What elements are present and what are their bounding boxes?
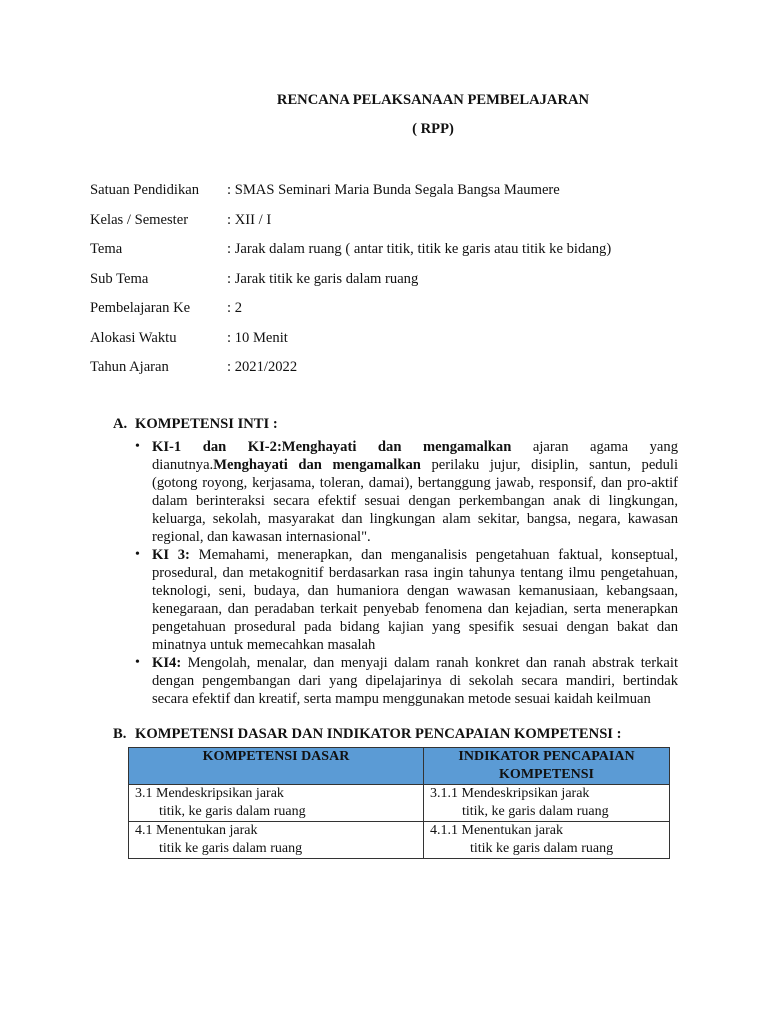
- item-bold: Menghayati dan mengamalkan: [213, 457, 421, 473]
- table-cell: [424, 785, 670, 822]
- meta-value: : SMAS Seminari Maria Bunda Segala Bangsa Maumere: [227, 182, 560, 198]
- item-text: Mengolah, menalar, dan menyaji dalam ranah konkret dan ranah abstrak terkait dengan pengembangan dari yang dipelajarinya di sekolah secara mandiri, bertindak secara efektif dan kreatif, serta mampu menggunakan metode sesuai kaidah keilmuan: [152, 655, 678, 707]
- section-title: KOMPETENSI INTI :: [135, 416, 278, 432]
- cell-line: titik ke garis dalam ruang: [159, 841, 303, 856]
- meta-label: Kelas / Semester: [90, 212, 189, 228]
- cell-line: 4.1.1 Menentukan jarak: [430, 823, 563, 838]
- kompetensi-table: [128, 747, 670, 859]
- section-letter: A.: [113, 416, 128, 432]
- cell-line: titik, ke garis dalam ruang: [462, 804, 609, 819]
- list-item: [135, 654, 678, 708]
- item-bold: KI4:: [152, 655, 182, 671]
- item-bold: KI 3:: [152, 547, 190, 563]
- meta-value: : XII / I: [227, 212, 272, 228]
- list-item: [135, 438, 678, 546]
- bullet-icon: •: [135, 439, 140, 454]
- table-cell: [129, 822, 424, 859]
- section-letter: B.: [113, 726, 127, 742]
- section-title: KOMPETENSI DASAR DAN INDIKATOR PENCAPAIAN KOMPETENSI :: [135, 726, 622, 742]
- table-header: INDIKATOR PENCAPAIAN KOMPETENSI: [424, 748, 670, 785]
- meta-label: Satuan Pendidikan: [90, 182, 200, 198]
- list-item: [135, 546, 678, 654]
- table-header: KOMPETENSI DASAR: [129, 748, 424, 785]
- item-bold: KI-1 dan KI-2:Menghayati dan mengamalkan: [152, 439, 512, 455]
- meta-value: : Jarak titik ke garis dalam ruang: [227, 271, 419, 287]
- meta-label: Sub Tema: [90, 271, 149, 287]
- meta-value: : 2021/2022: [227, 359, 298, 375]
- meta-label: Tema: [90, 241, 123, 257]
- table-row: [129, 822, 670, 859]
- cell-line: titik ke garis dalam ruang: [470, 841, 614, 856]
- bullet-icon: •: [135, 547, 140, 562]
- cell-line: 3.1.1 Mendeskripsikan jarak: [430, 786, 590, 801]
- bullet-icon: •: [135, 655, 140, 670]
- item-text: Memahami, menerapkan, dan menganalisis pengetahuan faktual, konseptual, prosedural, dan metakognitif berdasarkan rasa ingin tahunya tentang ilmu pengetahuan, teknologi, seni, budaya, dan humaniora dengan wawasan kemanusiaan, kebangsaan, kenegaraan, dan peradaban terkait penyebab fenomena dan kejadian, serta menerapkan pengetahuan prosedural pada bidang kajian yang spesifik sesuai dengan bakat dan minatnya untuk memecahkan masalah: [152, 547, 678, 653]
- table-header-row: [129, 748, 670, 785]
- meta-value: : 10 Menit: [227, 330, 288, 346]
- section-a-heading: [113, 416, 278, 433]
- document-subtitle: ( RPP): [412, 121, 454, 137]
- meta-value: : 2: [227, 300, 242, 316]
- table-cell: [129, 785, 424, 822]
- section-b-heading: [113, 726, 622, 743]
- meta-label: Pembelajaran Ke: [90, 300, 191, 316]
- meta-label: Alokasi Waktu: [90, 330, 177, 346]
- item-text: ajaran agama yang dianutnya.: [152, 439, 678, 473]
- meta-label: Tahun Ajaran: [90, 359, 169, 375]
- meta-value: : Jarak dalam ruang ( antar titik, titik ke garis atau titik ke bidang): [227, 241, 612, 257]
- item-text: perilaku jujur, disiplin, santun, peduli (gotong royong, kerjasama, toleran, damai), bertanggung jawab, responsif, dan pro-aktif dalam berinteraksi secara efektif sesuai dengan perkembangan anak di lingkungan, keluarga, sekolah, masyarakat dan lingkungan alam sekitar, bangsa, negara, kawasan regional, dan kawasan internasional".: [152, 457, 678, 545]
- document-title: RENCANA PELAKSANAAN PEMBELAJARAN: [276, 92, 590, 108]
- table-cell: [424, 822, 670, 859]
- kompetensi-inti-list: [135, 438, 678, 708]
- table-row: [129, 785, 670, 822]
- cell-line: 4.1 Menentukan jarak: [135, 823, 258, 838]
- cell-line: 3.1 Mendeskripsikan jarak: [135, 786, 284, 801]
- cell-line: titik, ke garis dalam ruang: [159, 804, 306, 819]
